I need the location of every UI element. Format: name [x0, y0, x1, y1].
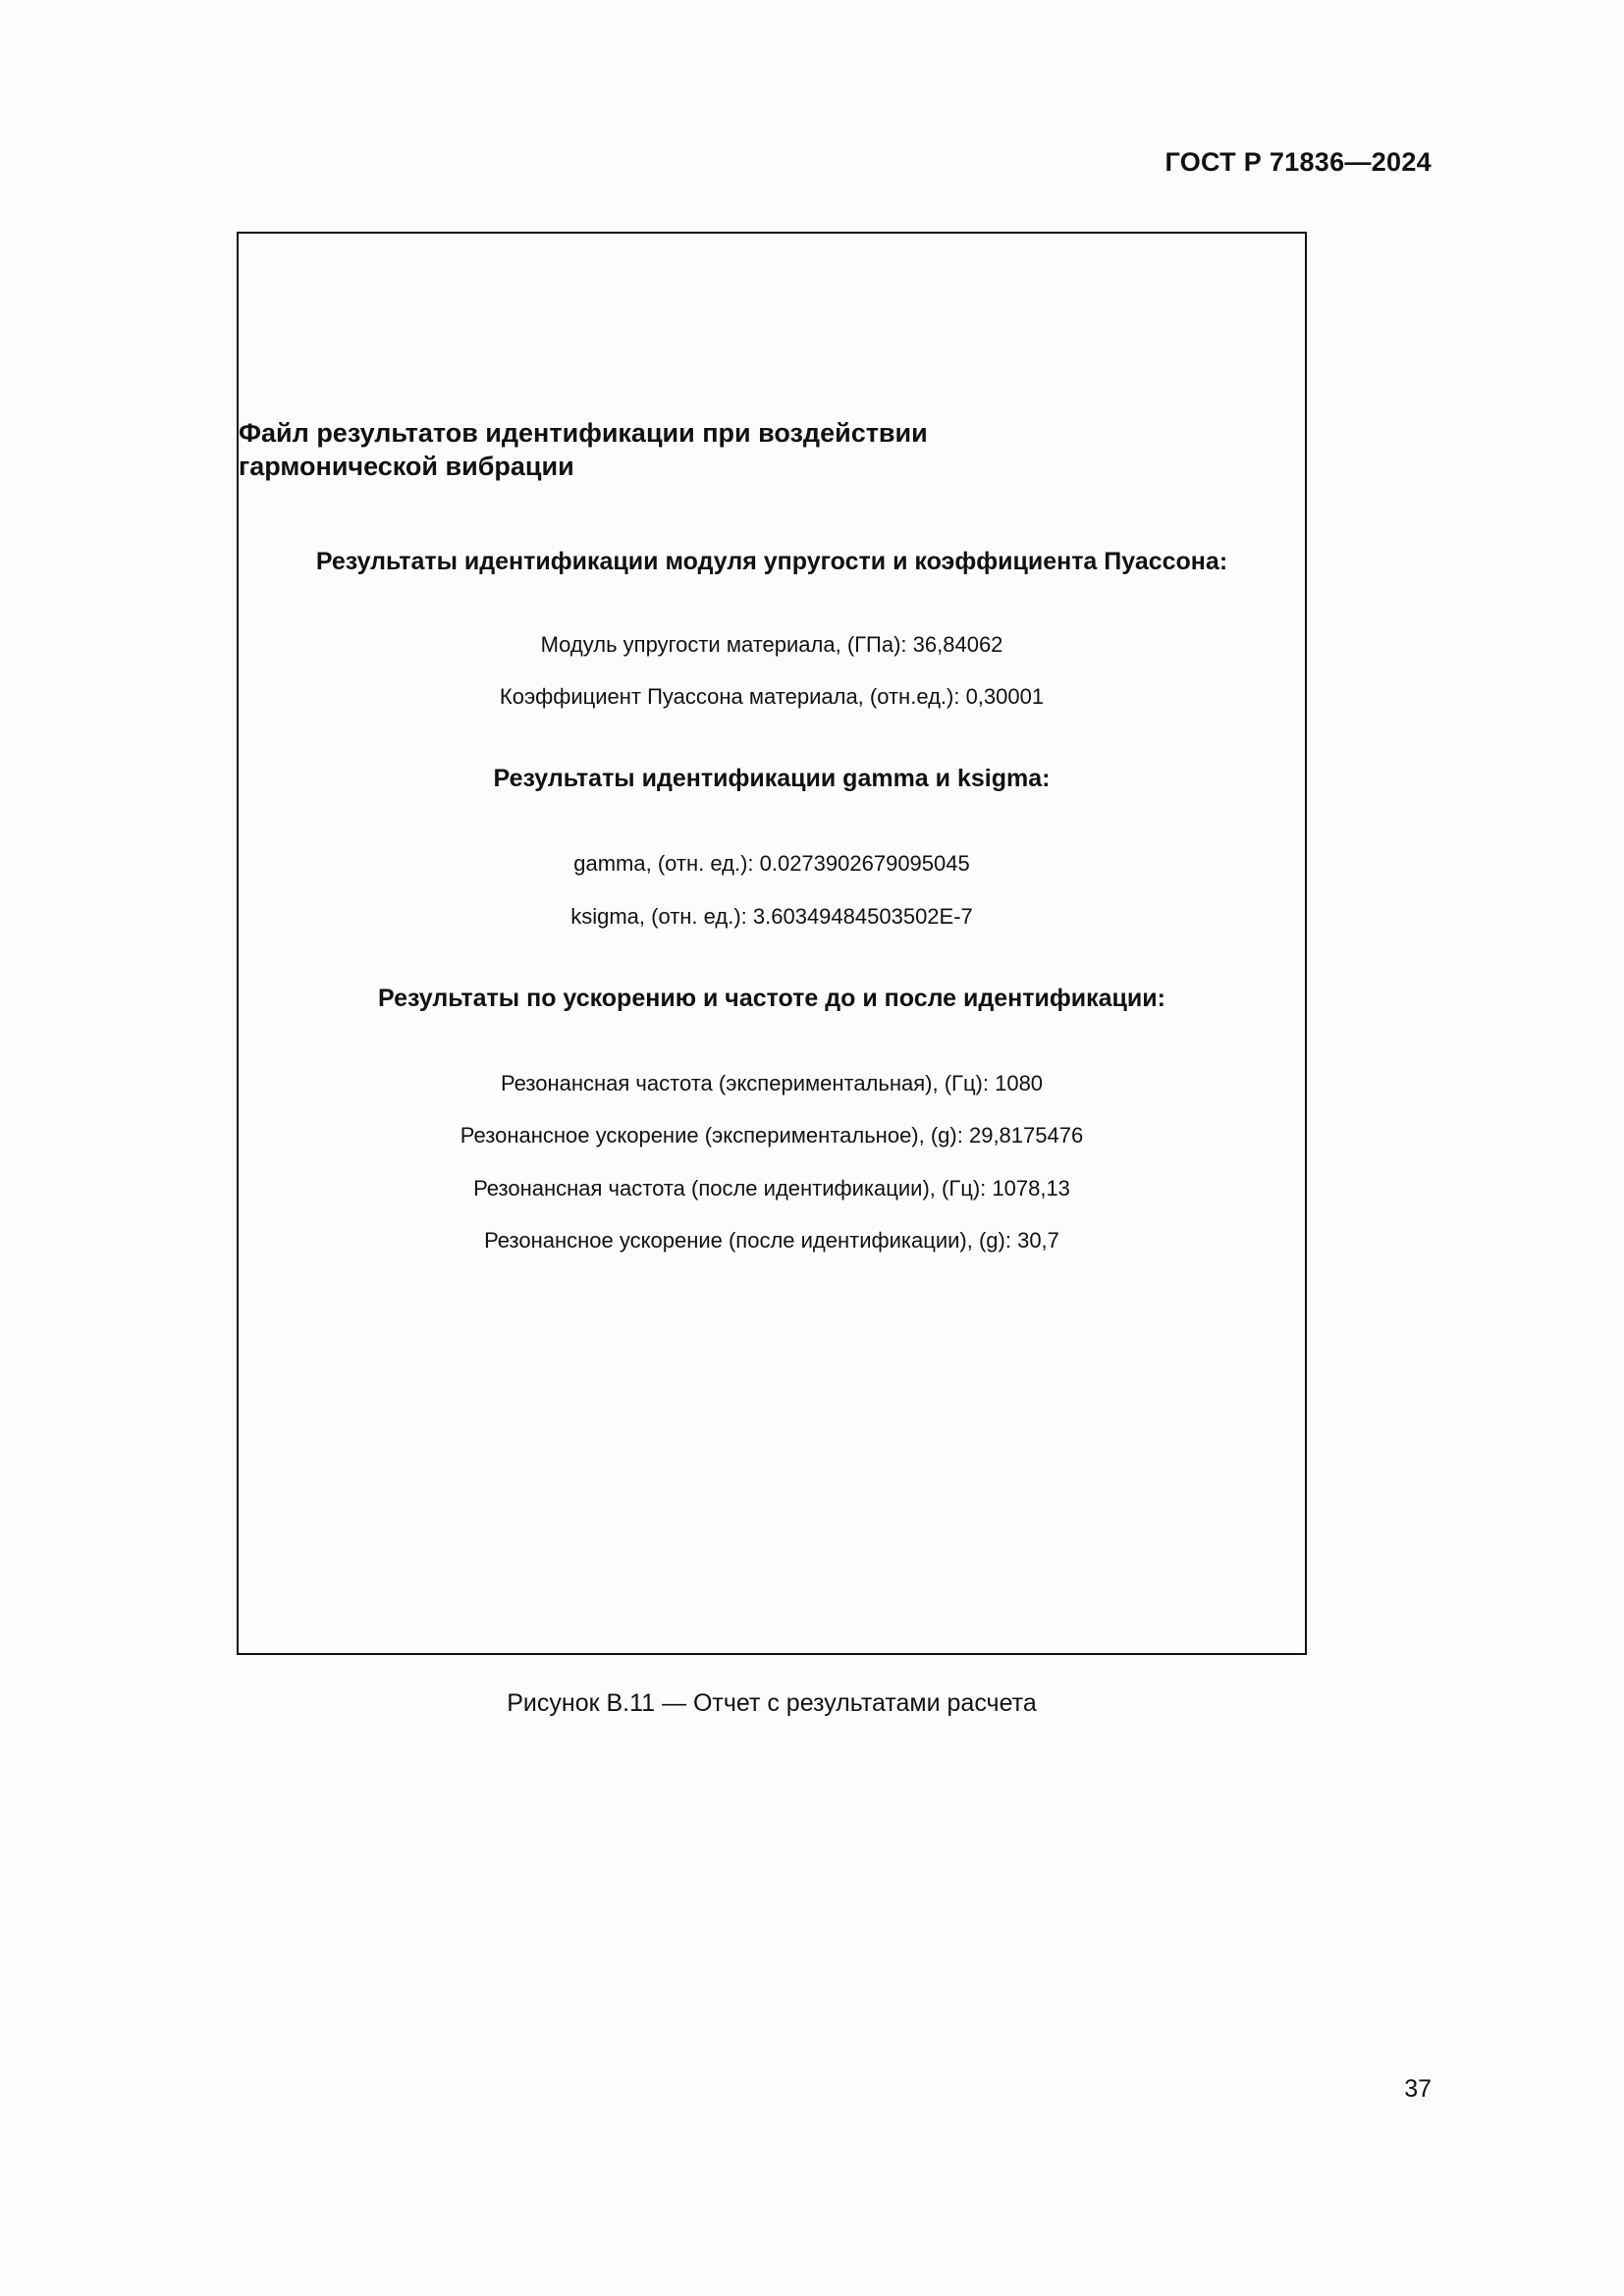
report-title-line-2: гармонической вибрации — [239, 452, 574, 481]
result-line-resonant-frequency-experimental: Резонансная частота (экспериментальная), (Гц): 1080 — [500, 1071, 1044, 1095]
section-heading-elasticity: Результаты идентификации модуля упругости и коэффициента Пуассона: — [315, 548, 1228, 575]
result-line-resonant-acceleration-experimental: Резонансное ускорение (экспериментальное), (g): 29,8175476 — [460, 1123, 1084, 1148]
result-line-resonant-frequency-identified: Резонансная частота (после идентификации), (Гц): 1078,13 — [473, 1176, 1070, 1201]
section-heading-gamma-ksigma: Результаты идентификации gamma и ksigma: — [493, 765, 1051, 792]
document-code: ГОСТ Р 71836—2024 — [1164, 147, 1432, 177]
figure-caption: Рисунок В.11 — Отчет с результатами расчета — [507, 1689, 1037, 1717]
result-line-elastic-modulus: Модуль упругости материала, (ГПа): 36,84062 — [540, 632, 1003, 657]
page-number: 37 — [1404, 2075, 1432, 2103]
result-line-gamma: gamma, (отн. ед.): 0.0273902679095045 — [573, 851, 970, 876]
result-line-poisson-ratio: Коэффициент Пуассона материала, (отн.ед.): 0,30001 — [499, 684, 1045, 709]
result-line-ksigma: ksigma, (отн. ед.): 3.60349484503502E-7 — [570, 904, 973, 929]
result-line-resonant-acceleration-identified: Резонансное ускорение (после идентификации), (g): 30,7 — [484, 1228, 1059, 1253]
report-title — [239, 416, 1305, 483]
report-title-line-1: Файл результатов идентификации при воздействии — [239, 418, 928, 448]
report-figure-frame — [237, 232, 1307, 1655]
section-heading-acceleration-frequency: Результаты по ускорению и частоте до и после идентификации: — [378, 985, 1165, 1012]
